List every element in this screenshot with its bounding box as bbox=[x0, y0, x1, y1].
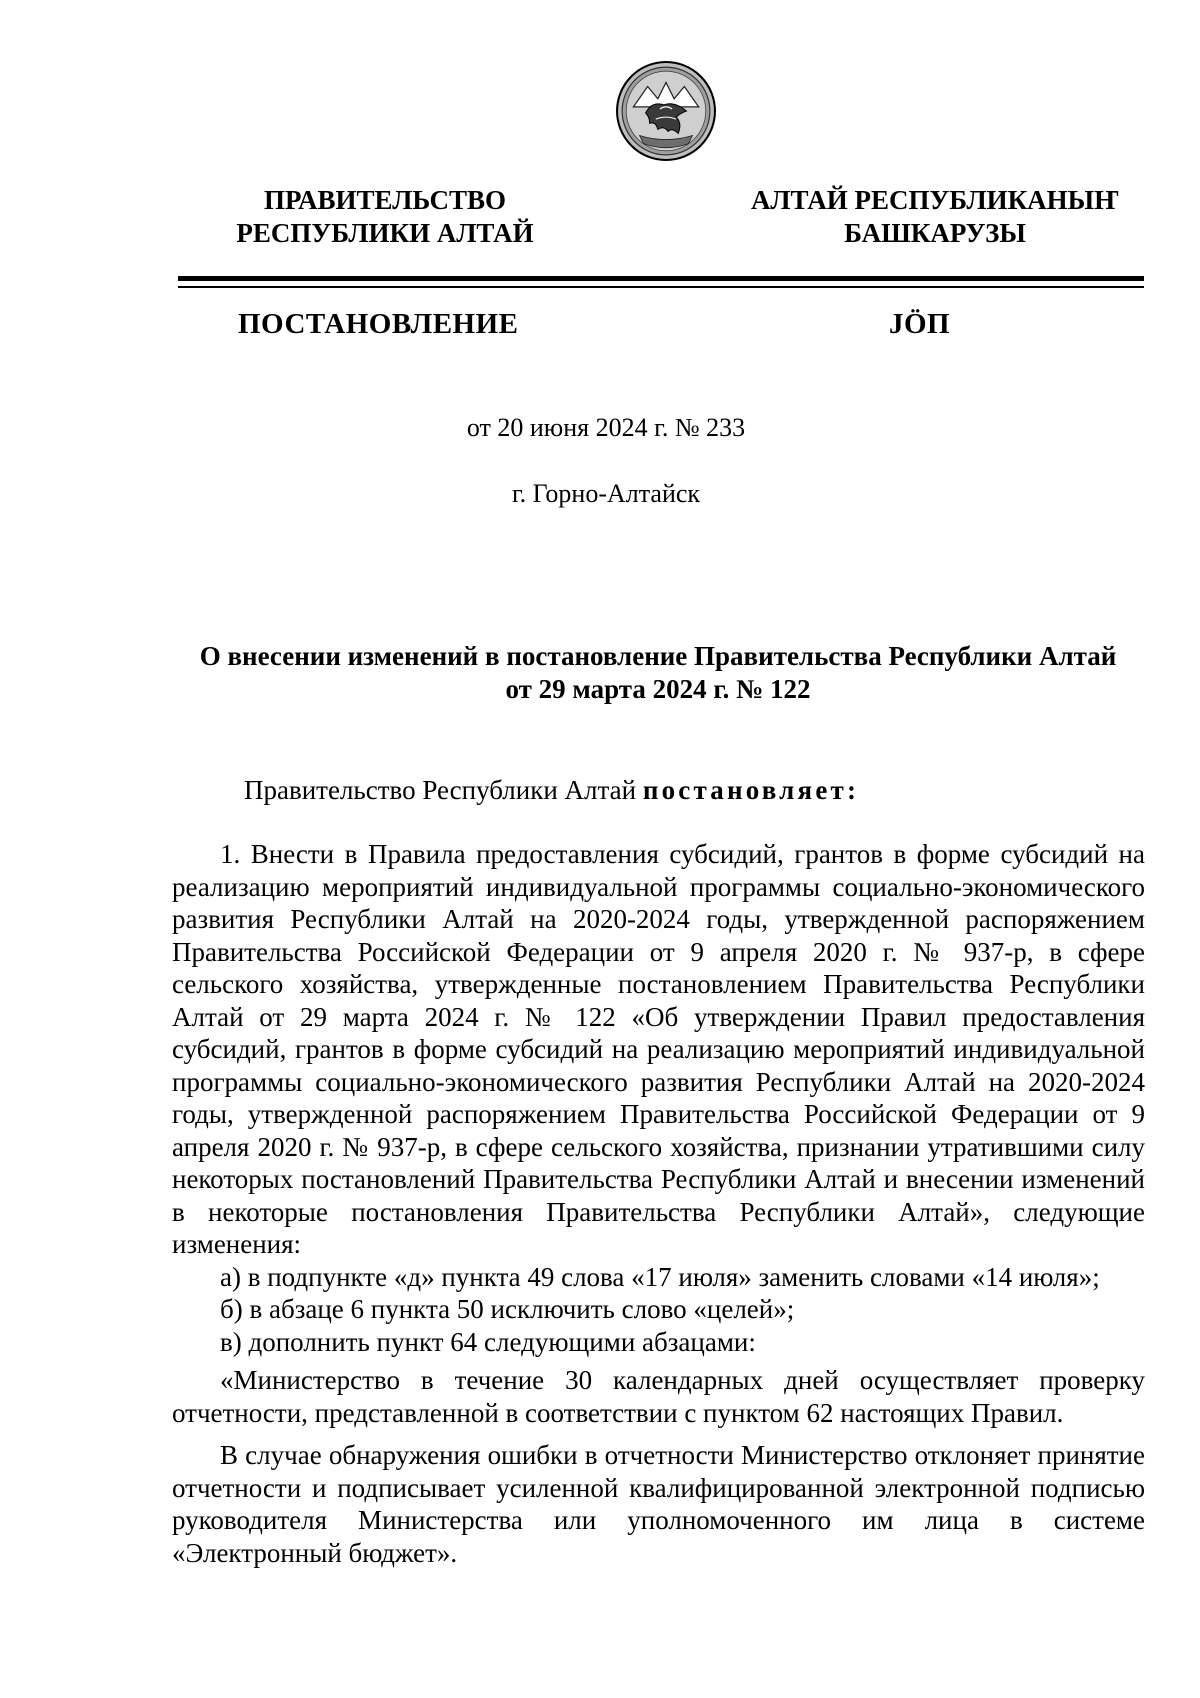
document-date-number-text: от 20 июня 2024 г. № 233 bbox=[466, 413, 746, 442]
republic-of-altai-coat-of-arms-icon bbox=[615, 60, 717, 162]
document-city-text: г. Горно-Алтайск bbox=[511, 479, 701, 508]
header-rule-thick bbox=[178, 276, 1144, 281]
item-c: в) дополнить пункт 64 следующими абзацами: bbox=[220, 1326, 756, 1357]
document-type-russian: ПОСТАНОВЛЕНИЕ bbox=[238, 308, 519, 340]
preamble bbox=[244, 774, 859, 806]
document-type-altai: JӦП bbox=[889, 308, 951, 340]
government-name-russian bbox=[220, 184, 550, 250]
government-name-altai-line-2: БАШКАРУЗЫ bbox=[844, 218, 1026, 248]
document-title bbox=[170, 640, 1146, 706]
government-name-altai bbox=[730, 184, 1140, 250]
quoted-paragraph-1: «Министерство в течение 30 календарных дней осуществляет проверку отчетности, представленной в соответствии с пунктом 62 настоящих Правил. bbox=[172, 1365, 1145, 1428]
item-b: б) в абзаце 6 пункта 50 исключить слово «целей»; bbox=[220, 1294, 795, 1324]
government-name-altai-line-1: АЛТАЙ РЕСПУБЛИКАНЫҤ bbox=[750, 185, 1120, 215]
preamble-text: Правительство Республики Алтай bbox=[244, 775, 637, 805]
document-title-line-1: О внесении изменений в постановление Правительства Республики Алтай bbox=[199, 641, 1117, 671]
document-title-line-2: от 29 марта 2024 г. № 122 bbox=[505, 674, 811, 704]
government-name-line-2: РЕСПУБЛИКИ АЛТАЙ bbox=[236, 218, 534, 248]
quoted-paragraph-2: В случае обнаружения ошибки в отчетности Министерство отклоняет принятие отчетности и подписывает усиленной квалифицированной электронной подписью руководителя Министерства или уполномоченного им лица в системе «Электронный бюджет». bbox=[172, 1440, 1145, 1568]
government-name-line-1: ПРАВИТЕЛЬСТВО bbox=[263, 185, 507, 215]
document-body bbox=[172, 838, 1145, 1569]
document-date-number bbox=[0, 413, 1200, 443]
document-city bbox=[0, 479, 1200, 509]
item-a: а) в подпункте «д» пункта 49 слова «17 июля» заменить словами «14 июля»; bbox=[220, 1261, 1100, 1292]
header-rule-thin bbox=[178, 286, 1144, 288]
paragraph-1: 1. Внести в Правила предоставления субсидий, грантов в форме субсидий на реализацию мероприятий индивидуальной программы социально-экономического развития Республики Алтай на 2020-2024 годы, утвержденной распоряжением Правительства Российской Федерации от 9 апреля 2020 г. № 937-р, в сфере сельского хозяйства, утвержденные постановлением Правительства Республики Алтай от 29 марта 2024 г. № 122 «Об утверждении Правил предоставления субсидий, грантов в форме субсидий на реализацию мероприятий индивидуальной программы социально-экономического развития Республики Алтай на 2020-2024 годы, утвержденной распоряжением Правительства Российской Федерации от 9 апреля 2020 г. № 937-р, в сфере сельского хозяйства, признании утратившими силу некоторых постановлений Правительства Республики Алтай и внесении изменений в некоторые постановления Правительства Республики Алтай», следующие изменения: bbox=[172, 839, 1145, 1259]
decree-word: постановляет: bbox=[642, 775, 860, 805]
